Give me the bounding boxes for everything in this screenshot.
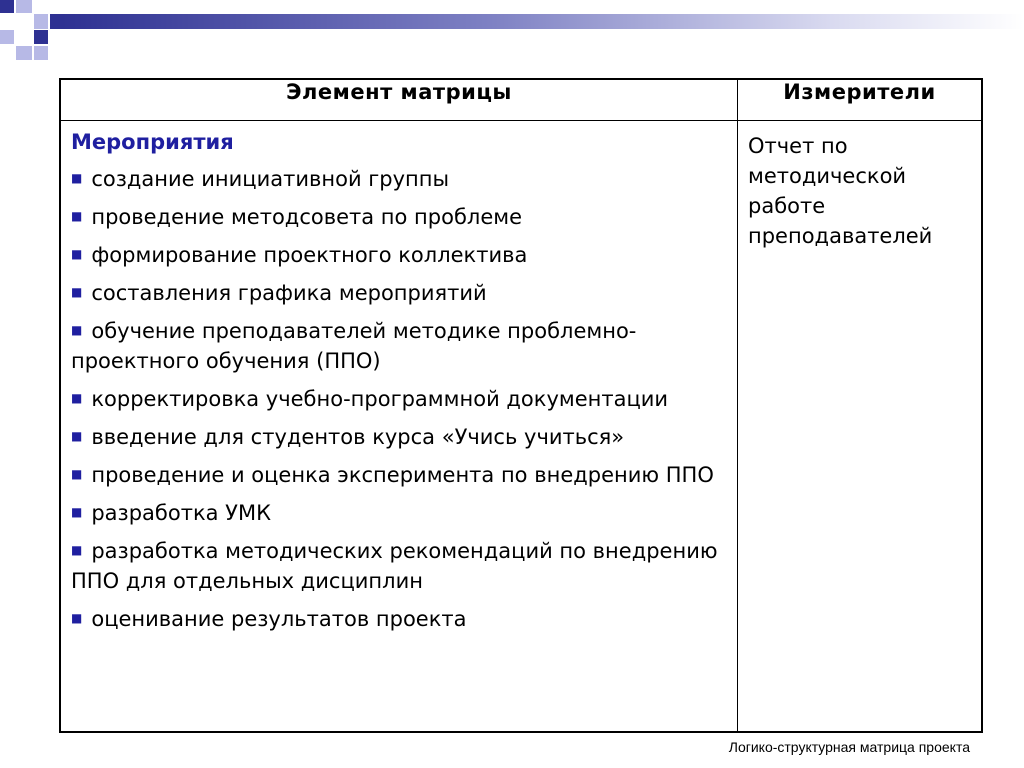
square-bullet-icon: ■ — [71, 247, 83, 261]
list-item-text: создание инициативной группы — [91, 167, 450, 191]
decor-square — [16, 46, 32, 60]
list-item-text: составления графика мероприятий — [91, 281, 487, 305]
decor-square — [50, 14, 62, 29]
meters-cell — [738, 121, 983, 733]
square-bullet-icon: ■ — [71, 429, 83, 443]
square-bullet-icon: ■ — [71, 171, 83, 185]
list-item — [71, 277, 727, 308]
list-item — [71, 535, 727, 596]
element-cell — [60, 121, 738, 733]
square-bullet-icon: ■ — [71, 285, 83, 299]
decor-square — [34, 14, 48, 29]
header-gradient-bar — [62, 14, 1024, 29]
list-item-text: разработка методических рекомендаций по внедрению ППО для отдельных дисциплин — [71, 539, 718, 593]
list-item-text: проведение методсовета по проблеме — [91, 205, 523, 229]
list-item — [71, 163, 727, 194]
list-item — [71, 603, 727, 634]
list-item-text: проведение и оценка эксперимента по внедрению ППО — [91, 463, 714, 487]
square-bullet-icon: ■ — [71, 543, 83, 557]
square-bullet-icon: ■ — [71, 467, 83, 481]
column-header-meters: Измерители — [738, 79, 983, 121]
decor-square — [16, 14, 32, 29]
list-item — [71, 421, 727, 452]
list-item-text: разработка УМК — [91, 501, 271, 525]
list-item-text: оценивание результатов проекта — [91, 607, 467, 631]
list-item-text: формирование проектного коллектива — [91, 243, 528, 267]
meter-text: Отчет по методической работе преподавателей — [748, 134, 933, 248]
section-title: Мероприятия — [71, 130, 234, 154]
square-bullet-icon: ■ — [71, 505, 83, 519]
square-bullet-icon: ■ — [71, 323, 83, 337]
decor-square — [16, 0, 32, 13]
square-bullet-icon: ■ — [71, 209, 83, 223]
list-item — [71, 497, 727, 528]
list-item — [71, 201, 727, 232]
footer-caption: Логико-структурная матрица проекта — [728, 739, 970, 755]
square-bullet-icon: ■ — [71, 611, 83, 625]
activity-list — [71, 163, 727, 634]
list-item — [71, 459, 727, 490]
list-item-text: корректировка учебно-программной документации — [91, 387, 669, 411]
column-header-element: Элемент матрицы — [60, 79, 738, 121]
matrix-table — [59, 78, 983, 733]
decor-square — [34, 30, 48, 44]
list-item-text: введение для студентов курса «Учись учиться» — [91, 425, 625, 449]
table-row — [60, 121, 982, 733]
list-item — [71, 239, 727, 270]
square-bullet-icon: ■ — [71, 391, 83, 405]
decor-square — [0, 30, 14, 44]
decor-square — [0, 0, 14, 13]
table-header-row — [60, 79, 982, 121]
list-item-text: обучение преподавателей методике проблемно-проектного обучения (ППО) — [71, 319, 637, 373]
decor-square — [34, 46, 48, 60]
list-item — [71, 383, 727, 414]
list-item — [71, 315, 727, 376]
